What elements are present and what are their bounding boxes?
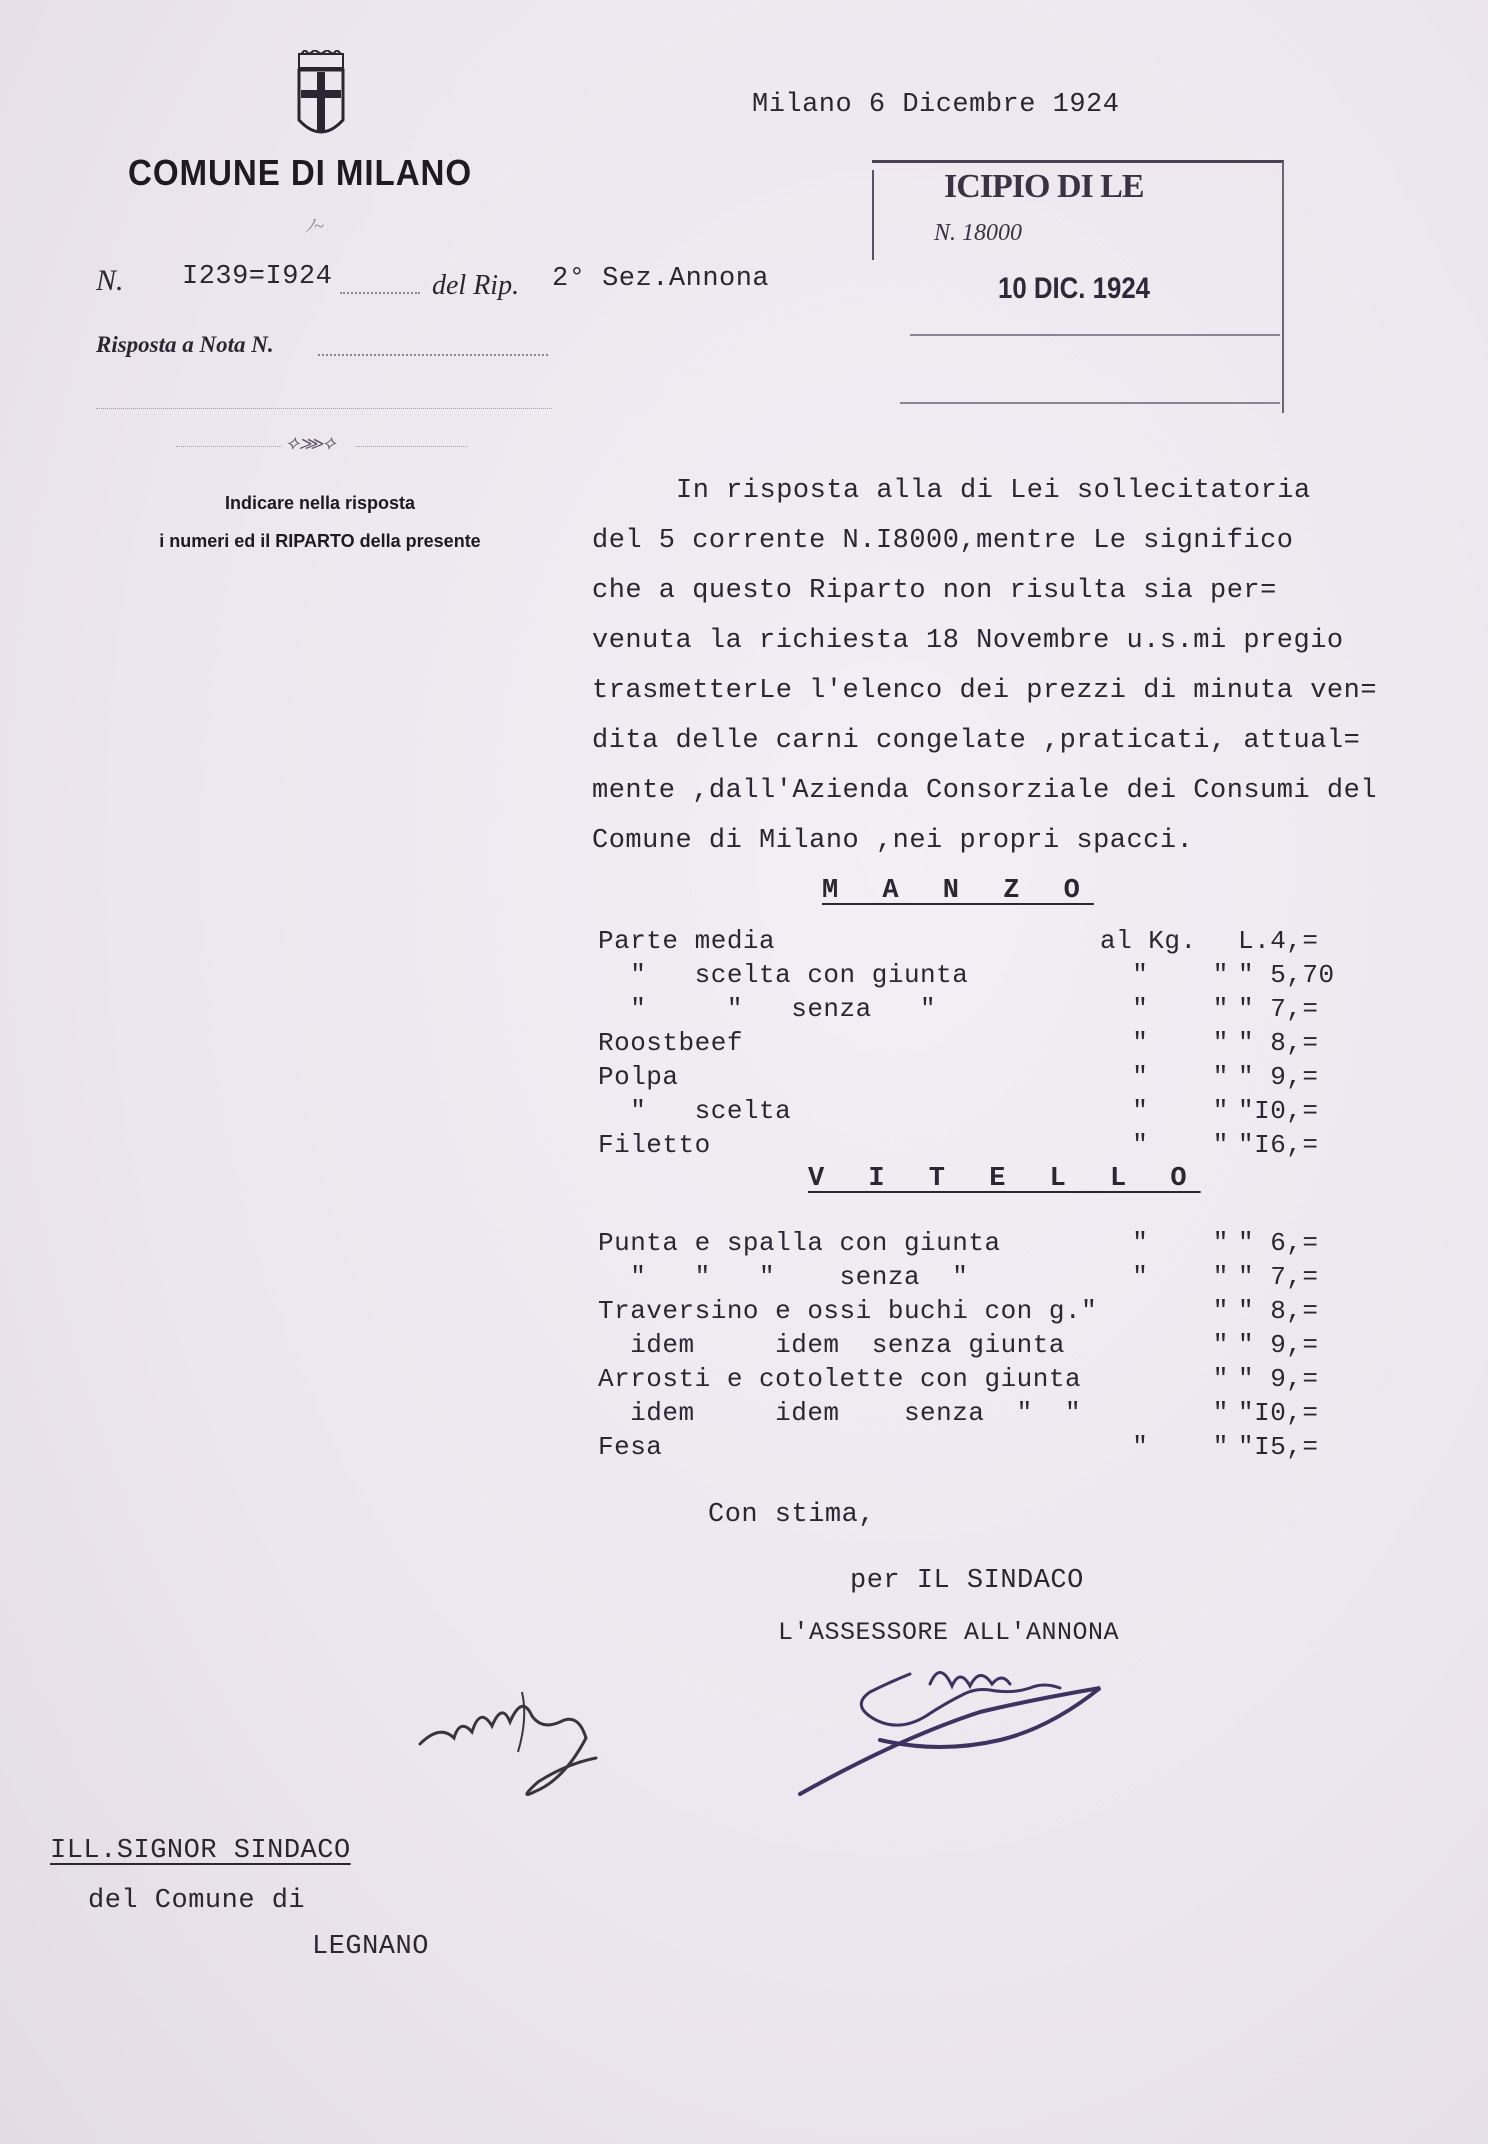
stamp-title: ICIPIO DI LE <box>944 168 1144 205</box>
manzo-price: "I0,= <box>1238 1096 1319 1126</box>
manzo-row <box>598 1130 1338 1164</box>
body-line-3: che a questo Riparto non risulta sia per= <box>592 576 1277 606</box>
manzo-unit: " " <box>1100 1096 1229 1126</box>
manzo-item: " " senza " <box>598 994 937 1024</box>
stamp-line-1 <box>910 334 1280 336</box>
ornament: ﾉ~ <box>305 216 324 236</box>
body-line-2: del 5 corrente N.I8000,mentre Le significo <box>592 526 1294 556</box>
manzo-row <box>598 960 1338 994</box>
stamp-date: 10 DIC. 1924 <box>998 272 1151 305</box>
manzo-row <box>598 1062 1338 1096</box>
manzo-item: " scelta con giunta <box>598 960 969 990</box>
manzo-unit: " " <box>1100 1062 1229 1092</box>
manzo-price: L.4,= <box>1238 926 1319 956</box>
vitello-row <box>598 1398 1338 1432</box>
manzo-item: " scelta <box>598 1096 792 1126</box>
vitello-price: "I5,= <box>1238 1432 1319 1462</box>
vitello-row <box>598 1228 1338 1262</box>
dept-label: del Rip. <box>432 270 520 301</box>
addressee-line-1: ILL.SIGNOR SINDACO <box>50 1836 351 1866</box>
vitello-item: " " " senza " <box>598 1262 969 1292</box>
manzo-item: Polpa <box>598 1062 679 1092</box>
protocol-label: N. <box>96 264 124 297</box>
vitello-price: " 7,= <box>1238 1262 1319 1292</box>
vitello-price: " 6,= <box>1238 1228 1319 1258</box>
flourish-right-rule <box>356 446 468 447</box>
vitello-row <box>598 1364 1338 1398</box>
manzo-item: Roostbeef <box>598 1028 743 1058</box>
vitello-price: " 8,= <box>1238 1296 1319 1326</box>
side-note-line2: i numeri ed il RIPARTO della presente <box>159 531 481 551</box>
protocol-number: I239=I924 <box>182 262 333 292</box>
body-line-8: Comune di Milano ,nei propri spacci. <box>592 826 1194 856</box>
stamp-left-edge <box>872 170 874 260</box>
manzo-unit: " " <box>1100 1130 1229 1160</box>
manzo-row <box>598 926 1338 960</box>
vitello-unit: " " <box>1100 1432 1229 1462</box>
manzo-row <box>598 1096 1338 1130</box>
manzo-unit: " " <box>1100 994 1229 1024</box>
closing-assessor: L'ASSESSORE ALL'ANNONA <box>778 1618 1120 1647</box>
vitello-heading: V I T E L L O <box>808 1164 1201 1194</box>
body-line-5: trasmetterLe l'elenco dei prezzi di minuta ven= <box>592 676 1378 706</box>
vitello-unit: " <box>1100 1398 1229 1428</box>
milan-crest-icon <box>293 50 349 146</box>
flourish-left-rule <box>176 446 282 447</box>
reply-label: Risposta a Nota N. <box>96 332 274 357</box>
letter-date: Milano 6 Dicembre 1924 <box>752 90 1120 120</box>
vitello-unit: " " <box>1100 1262 1229 1292</box>
addressee-line-3: LEGNANO <box>312 1932 429 1962</box>
manzo-row <box>598 1028 1338 1062</box>
addressee-line-2: del Comune di <box>88 1886 306 1916</box>
vitello-unit: " " <box>1100 1228 1229 1258</box>
body-line-4: venuta la richiesta 18 Novembre u.s.mi pregio <box>592 626 1344 656</box>
manzo-item: Filetto <box>598 1130 711 1160</box>
manzo-unit: " " <box>1100 960 1229 990</box>
stamp-line-2 <box>900 402 1280 404</box>
signature-left <box>410 1672 660 1812</box>
protocol-dots <box>340 292 420 294</box>
vitello-price: "I0,= <box>1238 1398 1319 1428</box>
reply-dots <box>318 354 548 356</box>
manzo-price: " 9,= <box>1238 1062 1319 1092</box>
vitello-row <box>598 1296 1338 1330</box>
org-name: COMUNE DI MILANO <box>128 152 473 193</box>
manzo-heading: M A N Z O <box>822 876 1094 906</box>
vitello-item: idem idem senza giunta <box>598 1330 1065 1360</box>
vitello-unit: " <box>1100 1296 1229 1326</box>
stamp-number: N. 18000 <box>934 220 1023 246</box>
vitello-item: Punta e spalla con giunta <box>598 1228 1001 1258</box>
vitello-row <box>598 1432 1338 1466</box>
signature-right <box>780 1628 1120 1808</box>
closing-greeting: Con stima, <box>708 1500 876 1530</box>
vitello-item: Arrosti e cotolette con giunta <box>598 1364 1082 1394</box>
vitello-row <box>598 1330 1338 1364</box>
manzo-price: " 5,70 <box>1238 960 1335 990</box>
vitello-price: " 9,= <box>1238 1364 1319 1394</box>
body-line-7: mente ,dall'Azienda Consorziale dei Consumi del <box>592 776 1378 806</box>
vitello-unit: " <box>1100 1330 1229 1360</box>
vitello-row <box>598 1262 1338 1296</box>
manzo-price: " 7,= <box>1238 994 1319 1024</box>
manzo-unit: " " <box>1100 1028 1229 1058</box>
vitello-item: Traversino e ossi buchi con g." <box>598 1296 1098 1326</box>
body-line-1: In risposta alla di Lei sollecitatoria <box>676 476 1311 506</box>
manzo-unit: al Kg. <box>1100 926 1197 956</box>
manzo-row <box>598 994 1338 1028</box>
manzo-item: Parte media <box>598 926 776 956</box>
closing-for-mayor: per IL SINDACO <box>850 1566 1084 1596</box>
flourish-divider: ⟡⋙⟡ <box>286 432 336 454</box>
side-note-line1: Indicare nella risposta <box>224 493 416 513</box>
vitello-unit: " <box>1100 1364 1229 1394</box>
side-note <box>110 484 530 560</box>
vitello-item: idem idem senza " " <box>598 1398 1082 1428</box>
manzo-price: " 8,= <box>1238 1028 1319 1058</box>
vitello-price: " 9,= <box>1238 1330 1319 1360</box>
body-line-6: dita delle carni congelate ,praticati, attual= <box>592 726 1361 756</box>
vitello-item: Fesa <box>598 1432 663 1462</box>
header-rule <box>96 408 552 409</box>
manzo-price: "I6,= <box>1238 1130 1319 1160</box>
dept-value: 2° Sez.Annona <box>552 264 770 294</box>
